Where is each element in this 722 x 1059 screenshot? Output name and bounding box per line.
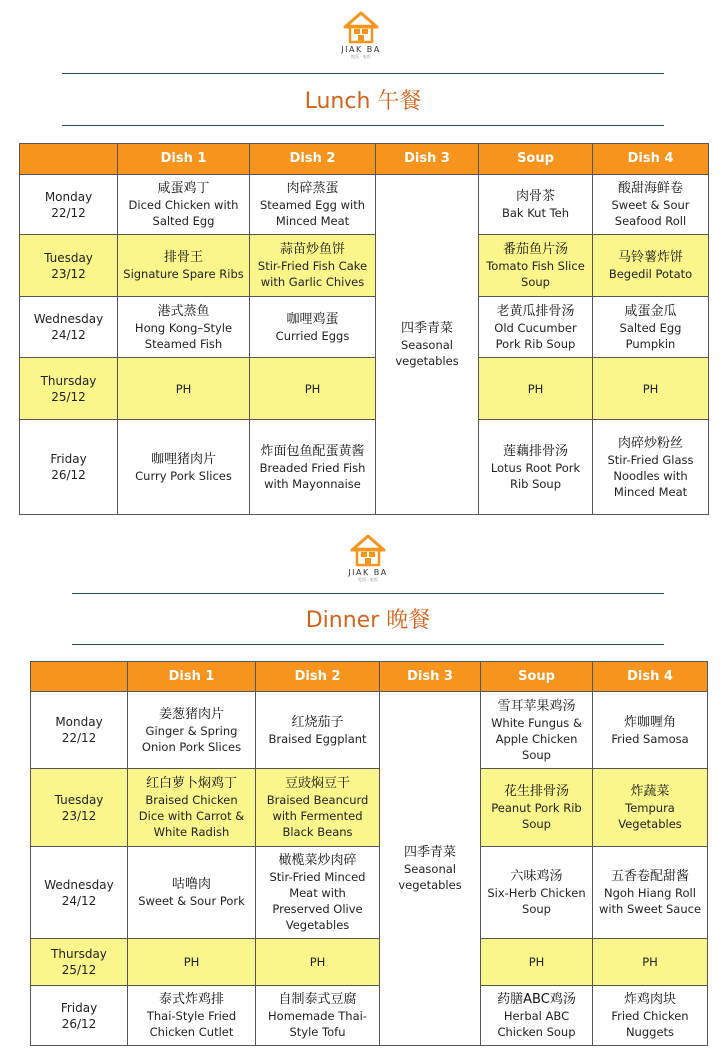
day-cell: Monday 22/12 bbox=[31, 692, 128, 769]
dish1-cell: 泰式炸鸡排 Thai-Style Fried Chicken Cutlet bbox=[128, 986, 256, 1046]
table-row bbox=[20, 358, 709, 420]
header-dish1: Dish 1 bbox=[128, 662, 256, 692]
header-dish1: Dish 1 bbox=[118, 144, 250, 175]
header-soup: Soup bbox=[481, 662, 593, 692]
jiak-ba-logo bbox=[338, 533, 398, 583]
brand-name: JIAK BA bbox=[341, 45, 381, 54]
header-dish3: Dish 3 bbox=[380, 662, 481, 692]
dish4-cell: 炸蔬菜 Tempura Vegetables bbox=[593, 769, 708, 847]
day-cell: Tuesday 23/12 bbox=[31, 769, 128, 847]
dish4-cell: PH bbox=[593, 939, 708, 986]
soup-cell: 番茄鱼片汤 Tomato Fish Slice Soup bbox=[479, 235, 593, 297]
table-row bbox=[31, 847, 708, 939]
dish2-cell: 橄榄菜炒肉碎 Stir-Fried Minced Meat with Preserved Olive Vegetables bbox=[256, 847, 380, 939]
table-header-row bbox=[31, 662, 708, 692]
header-dish4: Dish 4 bbox=[593, 144, 709, 175]
dish3-cell: 四季青菜 Seasonal vegetables bbox=[380, 692, 481, 1046]
dish4-cell: 咸蛋金瓜 Salted Egg Pumpkin bbox=[593, 297, 709, 358]
soup-cell: PH bbox=[479, 358, 593, 420]
day-cell: Friday 26/12 bbox=[31, 986, 128, 1046]
dish4-cell: PH bbox=[593, 358, 709, 420]
dish2-cell: PH bbox=[250, 358, 376, 420]
table-row bbox=[20, 420, 709, 515]
dish1-cell: 咖哩猪肉片 Curry Pork Slices bbox=[118, 420, 250, 515]
dish2-cell: 肉碎蒸蛋 Steamed Egg with Minced Meat bbox=[250, 175, 376, 235]
dinner-menu-table bbox=[30, 661, 708, 1046]
day-cell: Wednesday 24/12 bbox=[20, 297, 118, 358]
lunch-rule-bottom bbox=[62, 125, 664, 126]
brand-sub: 吃饭 · 吃饭 bbox=[358, 577, 378, 582]
table-header-row bbox=[20, 144, 709, 175]
dish2-cell: 咖哩鸡蛋 Curried Eggs bbox=[250, 297, 376, 358]
soup-cell: 莲藕排骨汤 Lotus Root Pork Rib Soup bbox=[479, 420, 593, 515]
day-cell: Friday 26/12 bbox=[20, 420, 118, 515]
header-dish4: Dish 4 bbox=[593, 662, 708, 692]
table-row bbox=[31, 769, 708, 847]
soup-cell: 老黄瓜排骨汤 Old Cucumber Pork Rib Soup bbox=[479, 297, 593, 358]
lunch-menu-table bbox=[19, 143, 709, 515]
dish2-cell: PH bbox=[256, 939, 380, 986]
dish2-cell: 自制泰式豆腐 Homemade Thai-Style Tofu bbox=[256, 986, 380, 1046]
dish1-cell: 港式蒸鱼 Hong Kong–Style Steamed Fish bbox=[118, 297, 250, 358]
lunch-title: Lunch 午餐 bbox=[304, 89, 422, 114]
dish2-cell: 豆豉焖豆干 Braised Beancurd with Fermented Black Beans bbox=[256, 769, 380, 847]
lunch-rule-top bbox=[62, 73, 664, 74]
dish4-cell: 炸咖喱角 Fried Samosa bbox=[593, 692, 708, 769]
dish2-cell: 蒜苗炒鱼饼 Stir-Fried Fish Cake with Garlic Chives bbox=[250, 235, 376, 297]
dish1-cell: 咕噜肉 Sweet & Sour Pork bbox=[128, 847, 256, 939]
jiak-ba-logo bbox=[331, 10, 391, 60]
soup-cell: PH bbox=[481, 939, 593, 986]
dish4-cell: 炸鸡肉块 Fried Chicken Nuggets bbox=[593, 986, 708, 1046]
header-dish2: Dish 2 bbox=[256, 662, 380, 692]
dish1-cell: 红白萝卜焖鸡丁 Braised Chicken Dice with Carrot & White Radish bbox=[128, 769, 256, 847]
dish2-cell: 炸面包鱼配蛋黄酱 Breaded Fried Fish with Mayonnaise bbox=[250, 420, 376, 515]
dish1-cell: PH bbox=[128, 939, 256, 986]
dinner-rule-top bbox=[72, 593, 664, 594]
day-cell: Monday 22/12 bbox=[20, 175, 118, 235]
day-cell: Thursday 25/12 bbox=[31, 939, 128, 986]
dish1-cell: PH bbox=[118, 358, 250, 420]
table-row bbox=[31, 939, 708, 986]
soup-cell: 药膳ABC鸡汤 Herbal ABC Chicken Soup bbox=[481, 986, 593, 1046]
soup-cell: 雪耳苹果鸡汤 White Fungus & Apple Chicken Soup bbox=[481, 692, 593, 769]
dish2-cell: 红烧茄子 Braised Eggplant bbox=[256, 692, 380, 769]
soup-cell: 六味鸡汤 Six-Herb Chicken Soup bbox=[481, 847, 593, 939]
dish1-cell: 咸蛋鸡丁 Diced Chicken with Salted Egg bbox=[118, 175, 250, 235]
brand-name: JIAK BA bbox=[348, 568, 388, 577]
house-icon bbox=[341, 10, 381, 44]
brand-sub: 吃饭 · 吃饭 bbox=[351, 54, 371, 59]
dinner-rule-bottom bbox=[72, 644, 664, 645]
header-soup: Soup bbox=[479, 144, 593, 175]
house-icon bbox=[348, 533, 388, 567]
table-row bbox=[20, 175, 709, 235]
dish4-cell: 酸甜海鲜卷 Sweet & Sour Seafood Roll bbox=[593, 175, 709, 235]
day-cell: Thursday 25/12 bbox=[20, 358, 118, 420]
dish4-cell: 肉碎炒粉丝 Stir-Fried Glass Noodles with Minced Meat bbox=[593, 420, 709, 515]
dish1-cell: 排骨王 Signature Spare Ribs bbox=[118, 235, 250, 297]
day-cell: Tuesday 23/12 bbox=[20, 235, 118, 297]
soup-cell: 花生排骨汤 Peanut Pork Rib Soup bbox=[481, 769, 593, 847]
header-dish2: Dish 2 bbox=[250, 144, 376, 175]
table-row bbox=[20, 235, 709, 297]
dish4-cell: 马铃薯炸饼 Begedil Potato bbox=[593, 235, 709, 297]
header-blank bbox=[31, 662, 128, 692]
table-row bbox=[31, 692, 708, 769]
dish1-cell: 姜葱猪肉片 Ginger & Spring Onion Pork Slices bbox=[128, 692, 256, 769]
table-row bbox=[20, 297, 709, 358]
header-blank bbox=[20, 144, 118, 175]
table-row bbox=[31, 986, 708, 1046]
header-dish3: Dish 3 bbox=[376, 144, 479, 175]
day-cell: Wednesday 24/12 bbox=[31, 847, 128, 939]
dish4-cell: 五香卷配甜酱 Ngoh Hiang Roll with Sweet Sauce bbox=[593, 847, 708, 939]
dinner-title: Dinner 晚餐 bbox=[305, 608, 431, 633]
soup-cell: 肉骨茶 Bak Kut Teh bbox=[479, 175, 593, 235]
dish3-cell: 四季青菜 Seasonal vegetables bbox=[376, 175, 479, 515]
